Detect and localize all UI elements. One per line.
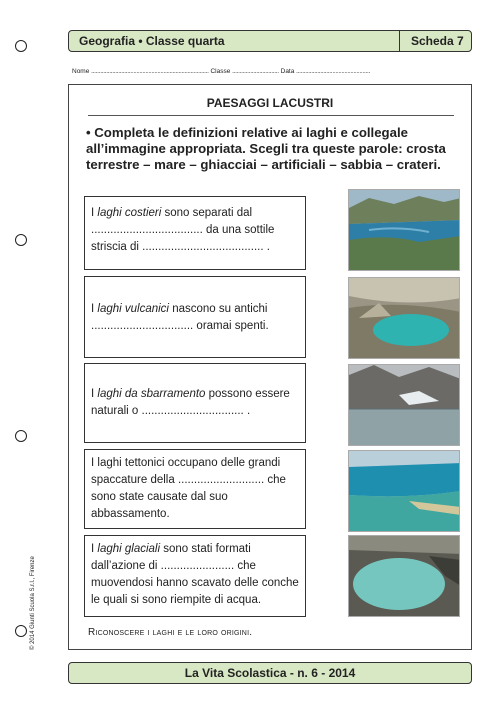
definition-text-volcanic: I laghi vulcanici nascono su antichi ................................ oramai spenti.: [91, 303, 269, 332]
definition-text-coastal: I laghi costieri sono separati dal ................................... da una sottile striscia di ...................................... .: [91, 207, 275, 253]
definition-box-volcanic[interactable]: [84, 276, 306, 358]
definition-box-tectonic[interactable]: [84, 449, 306, 529]
student-info-line: [72, 68, 472, 75]
title-divider: [88, 115, 454, 116]
nome-label: Nome: [72, 68, 90, 75]
instructions: • Completa le definizioni relative ai laghi e collegale all’immagine appropriata. Scegli tra queste parole: crosta terrestre – mare – ghiacciai – artificiali – sabbia – crateri.: [86, 125, 446, 172]
definition-text-glacial: I laghi glaciali sono stati formati dall’azione di ....................... che muovendosi hanno scavato delle conche le quali si sono riempite di acqua.: [91, 543, 299, 606]
lake-photo-barrier[interactable]: [348, 364, 460, 446]
subject-label: Geografia • Classe quarta: [79, 34, 225, 48]
scheda-label: Scheda 7: [411, 34, 464, 48]
lake-photo-volcanic[interactable]: [348, 277, 460, 359]
definition-box-barrier[interactable]: [84, 363, 306, 443]
lake-photo-tectonic[interactable]: [348, 450, 460, 532]
header-divider: [399, 31, 400, 51]
binder-hole: [15, 234, 27, 246]
classe-label: Classe: [210, 68, 231, 75]
binder-hole: [15, 430, 27, 442]
header-bar: [68, 30, 472, 52]
definition-box-glacial[interactable]: [84, 535, 306, 617]
copyright-notice: © 2014 Giunti Scuola S.r.l., Firenze: [30, 556, 36, 650]
definition-text-tectonic: I laghi tettonici occupano delle grandi spaccature della ........................... che sono state causate dal suo abbassamento.: [91, 457, 286, 520]
definition-box-coastal[interactable]: [84, 196, 306, 270]
data-label: Data: [280, 68, 295, 75]
definition-text-barrier: I laghi da sbarramento possono essere naturali o ................................ .: [91, 388, 290, 417]
footer-bar: La Vita Scolastica - n. 6 - 2014: [68, 662, 472, 684]
learning-objective: Riconoscere i laghi e le loro origini.: [88, 627, 253, 638]
lake-photo-glacial[interactable]: [348, 535, 460, 617]
binder-hole: [15, 40, 27, 52]
data-field[interactable]: .................................................: [296, 68, 370, 75]
classe-field[interactable]: ...............................: [232, 68, 279, 75]
binder-hole: [15, 625, 27, 637]
page-title: PAESAGGI LACUSTRI: [206, 96, 334, 110]
lake-photo-coastal[interactable]: [348, 189, 460, 271]
nome-field[interactable]: ..............................................................................: [91, 68, 209, 75]
